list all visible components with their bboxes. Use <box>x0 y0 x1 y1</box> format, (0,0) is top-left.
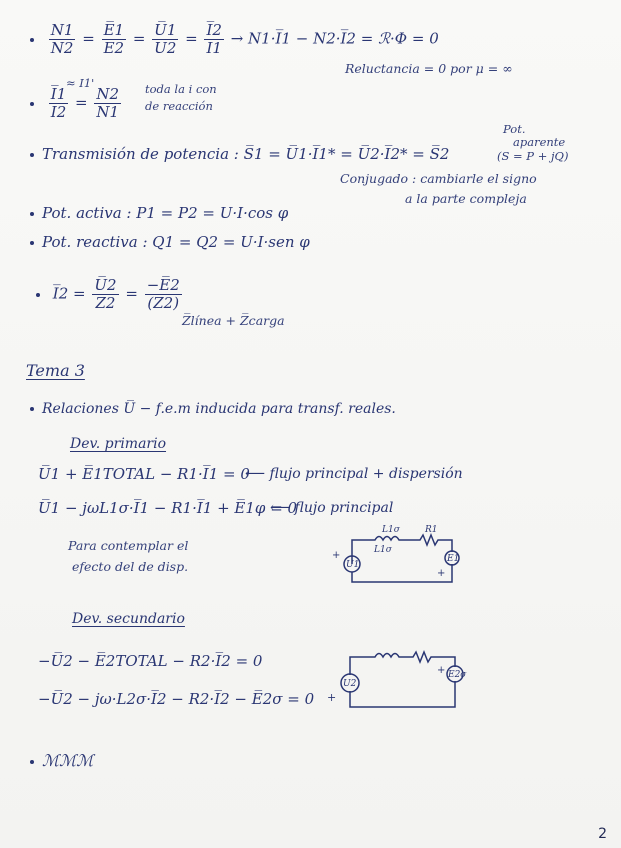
secondary-subheading: Dev. secundario <box>72 611 185 627</box>
secondary-equation-1: −U̅2 − E̅2TOTAL − R2·I̅2 = 0 <box>38 652 263 670</box>
source-label-u2: U2 <box>343 679 357 689</box>
bullet-icon <box>30 760 34 764</box>
dispersion-note-2: efecto del de disp. <box>72 559 189 574</box>
dispersion-note-1: Para contemplar el <box>68 538 189 553</box>
primary-circuit-wire <box>352 535 452 564</box>
mmf-equation: → N1·I̅1 − N2·I̅2 = ℛ·Φ = 0 <box>230 29 439 48</box>
ratio-equation: $\frac{N1}{N2}$ = $\frac{E̅1}{E̅2}$ = $\frac{U̅1}{U̅2}$ = $\frac{I̅2}{I̅1}$ → N1·I̅1 − N2·I̅2 = ℛ·Φ = 0 <box>30 22 439 57</box>
current-ratio: $\frac{I̅1}{I̅2}$ = $\frac{N2}{N1}$ <box>30 86 123 121</box>
inductor-label-lower: L1σ <box>374 545 392 555</box>
fraction: $\frac{N1}{N2}$ <box>50 21 74 57</box>
relations-heading: Relaciones U̅ − f.e.m inducida para transf. reales. <box>30 400 396 418</box>
secondary-equation-2: −U̅2 − jω·L2σ·I̅2 − R2·I̅2 − E̅2σ = 0 <box>38 690 315 708</box>
source-label-e1: E1 <box>447 554 460 564</box>
active-power: Pot. activa : P1 = P2 = U·I·cos φ <box>30 204 288 222</box>
apparent-power-formula: (S = P + jQ) <box>497 149 569 163</box>
prime-current-note: ≈ I1' <box>66 76 95 90</box>
bullet-icon <box>30 102 34 106</box>
fraction: $\frac{I̅2}{I̅1}$ <box>206 21 222 57</box>
primary-equation-2-note: ⟵ flujo principal <box>270 500 394 516</box>
fraction: $\frac{E̅1}{E̅2}$ <box>103 21 125 57</box>
bullet-icon <box>30 212 34 216</box>
bullet-icon <box>30 407 34 411</box>
scribbled-mark: ℳℳℳ <box>30 752 93 770</box>
source-label-e2: E2σ <box>448 670 467 680</box>
secondary-circuit-return-wire <box>350 681 455 707</box>
primary-circuit-diagram <box>330 520 470 590</box>
reaction-note-2: de reacción <box>145 99 213 113</box>
page-number: 2 <box>598 826 607 842</box>
impedance-sum-note: Z̅línea + Z̅carga <box>182 313 285 328</box>
reluctance-note: Reluctancia = 0 por μ = ∞ <box>345 61 513 76</box>
fraction: $\frac{I̅1}{I̅2}$ <box>50 85 67 121</box>
conjugate-note-2: a la parte compleja <box>405 191 527 206</box>
plus-sign: + <box>437 665 446 676</box>
inductor-label: L1σ <box>382 525 400 535</box>
apparent-power-label-1: Pot. <box>503 122 526 136</box>
section-heading: Tema 3 <box>26 361 85 380</box>
bullet-icon <box>30 241 34 245</box>
apparent-power-label-2: aparente <box>513 135 566 149</box>
plus-sign: + <box>327 691 337 704</box>
resistor-label: R1 <box>425 525 438 535</box>
reactive-power: Pot. reactiva : Q1 = Q2 = U·I·sen φ <box>30 233 310 251</box>
power-transmission: Transmisión de potencia : S̅1 = U̅1·I̅1* = U̅2·I̅2* = S̅2 <box>30 145 449 163</box>
secondary-circuit-diagram <box>325 645 475 715</box>
plus-sign: + <box>332 550 341 561</box>
primary-subheading: Dev. primario <box>70 436 167 452</box>
impedance-equation: I̅2 = $\frac{U̅2}{Z̅2}$ = $\frac{-E̅2}{(Z̅2)}$ <box>36 277 184 312</box>
fraction: $\frac{U̅2}{Z̅2}$ <box>94 276 117 312</box>
primary-equation-1-note: ⟵ flujo principal + dispersión <box>245 466 463 482</box>
fraction: $\frac{-E̅2}{(Z̅2)}$ <box>146 276 180 312</box>
reaction-note-1: toda la i con <box>145 82 217 96</box>
fraction: $\frac{N2}{N1}$ <box>96 85 120 121</box>
primary-equation-1: U̅1 + E̅1TOTAL − R1·I̅1 = 0 <box>38 465 250 483</box>
fraction: $\frac{U̅1}{U̅2}$ <box>154 21 177 57</box>
bullet-icon <box>30 153 34 157</box>
conjugate-note-1: Conjugado : cambiarle el signo <box>340 171 537 186</box>
bullet-icon <box>30 38 34 42</box>
source-label-u1: U1 <box>346 560 360 570</box>
primary-equation-2: U̅1 − jωL1σ·I̅1 − R1·I̅1 + E̅1φ = 0 <box>38 499 298 517</box>
bullet-icon <box>36 293 40 297</box>
plus-sign: + <box>437 568 446 579</box>
